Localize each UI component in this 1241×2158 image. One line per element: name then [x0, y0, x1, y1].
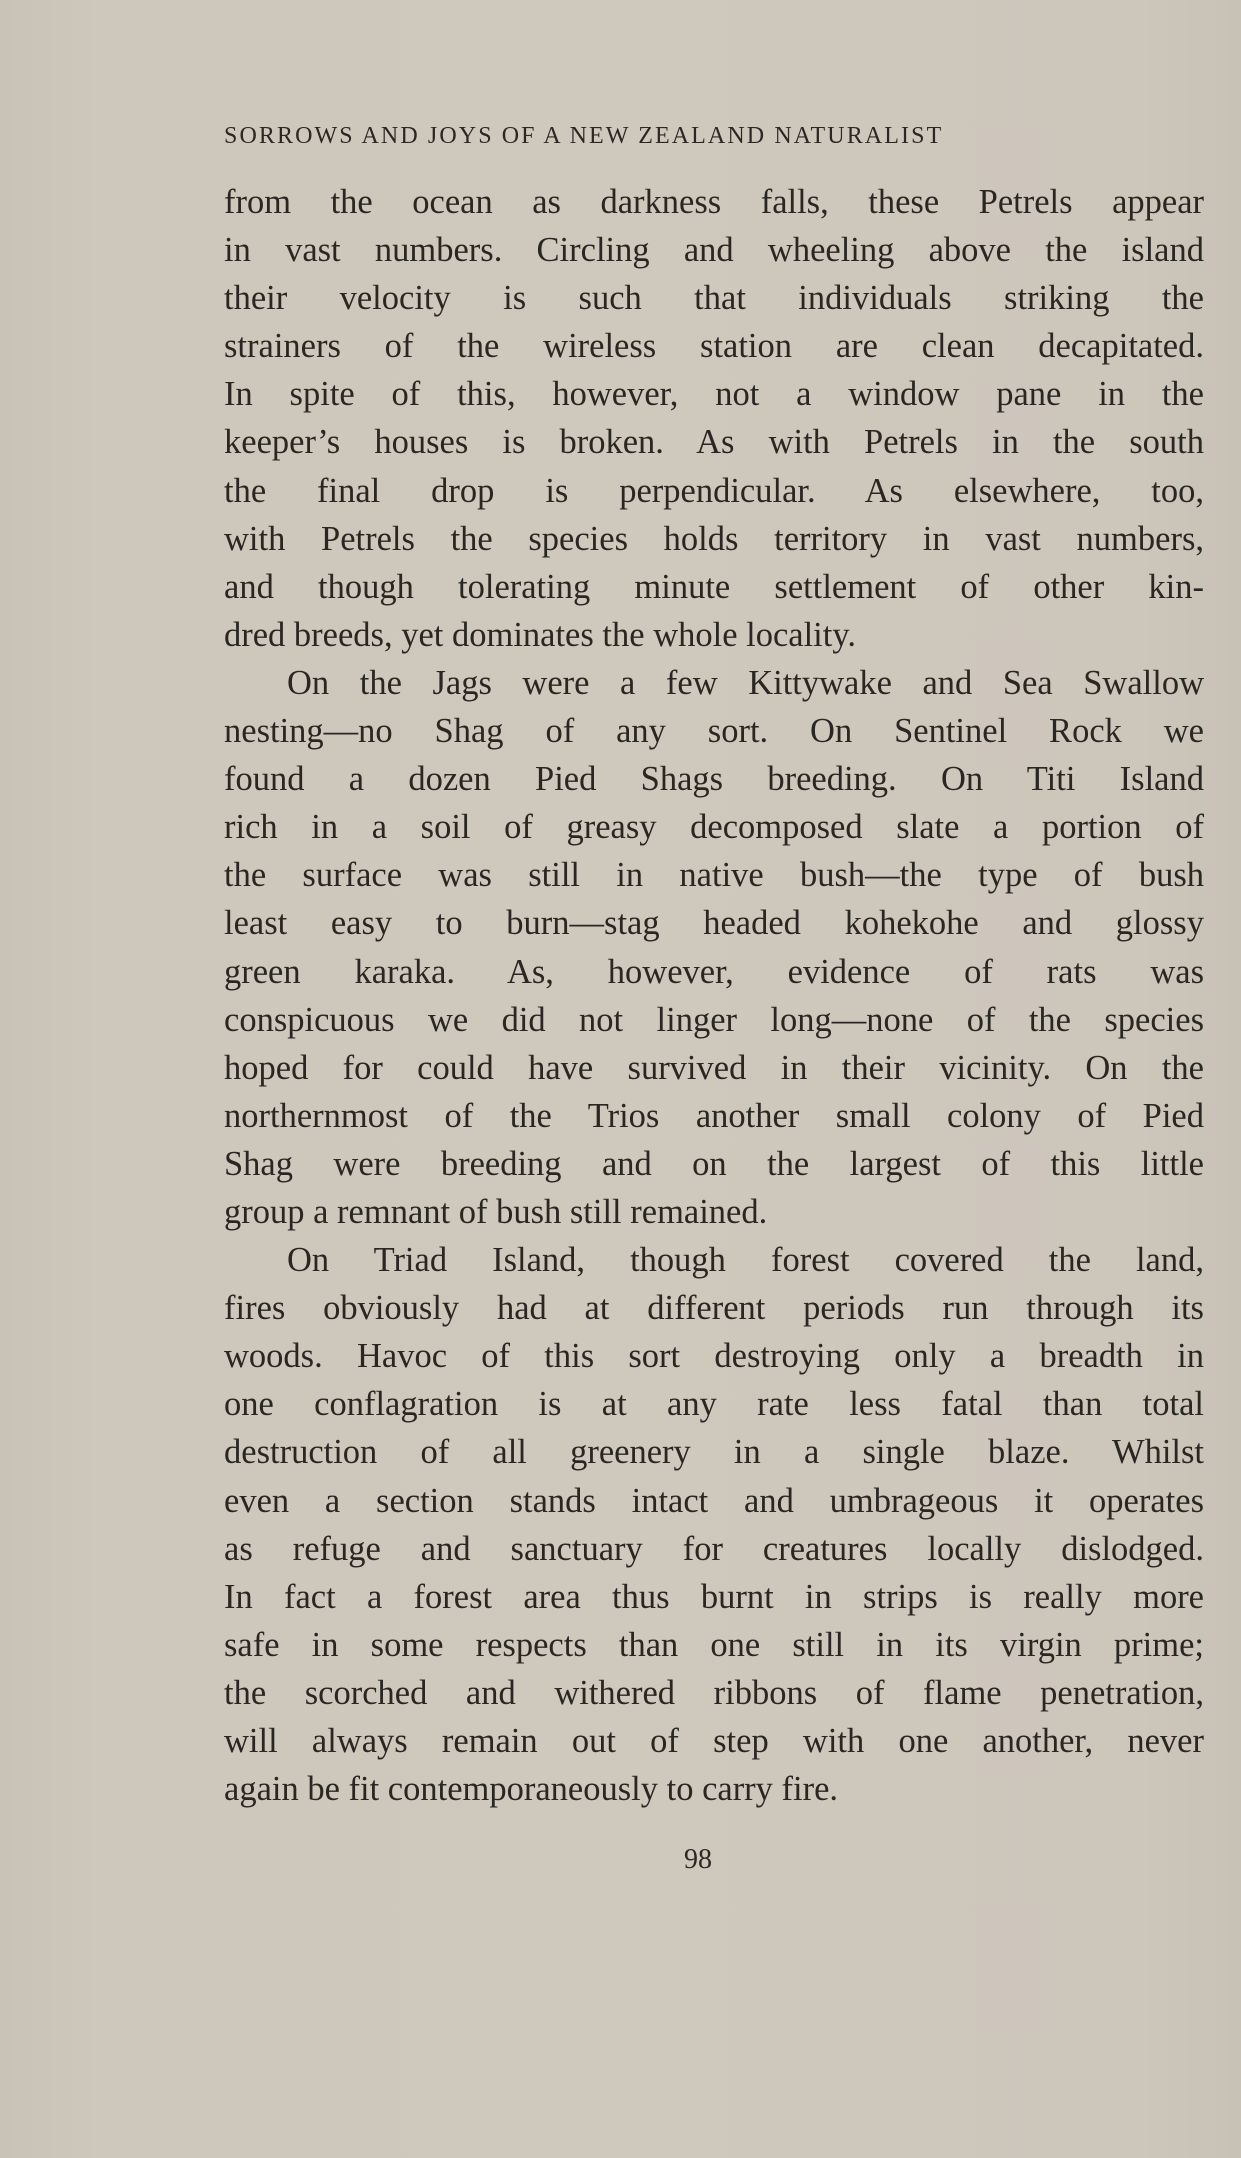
- text-line: with Petrels the species holds territory in vast numbers,: [224, 519, 1204, 558]
- text-line: even a section stands intact and umbrageous it operates: [224, 1481, 1204, 1520]
- text-line: least easy to burn—stag headed kohekohe and glossy: [224, 904, 1204, 943]
- paragraph-1: [224, 178, 1204, 659]
- text-line: In spite of this, however, not a window pane in the: [224, 375, 1204, 414]
- text-line: hoped for could have survived in their vicinity. On the: [224, 1048, 1204, 1087]
- text-line: their velocity is such that individuals striking the: [224, 279, 1204, 318]
- text-line: the scorched and withered ribbons of flame penetration,: [224, 1673, 1204, 1712]
- text-line: one conflagration is at any rate less fatal than total: [224, 1385, 1204, 1424]
- page-number: 98: [684, 1844, 712, 1875]
- text-line: dred breeds, yet dominates the whole locality.: [224, 615, 856, 654]
- text-line: from the ocean as darkness falls, these Petrels appear: [224, 183, 1204, 221]
- text-line: keeper’s houses is broken. As with Petrels in the south: [224, 423, 1204, 462]
- text-line: rich in a soil of greasy decomposed slate a portion of: [224, 808, 1204, 847]
- text-line: nesting—no Shag of any sort. On Sentinel Rock we: [224, 712, 1204, 751]
- text-line: group a remnant of bush still remained.: [224, 1192, 768, 1231]
- text-line: will always remain out of step with one another, never: [224, 1722, 1204, 1760]
- text-line: green karaka. As, however, evidence of rats was: [224, 952, 1204, 991]
- text-line: fires obviously had at different periods run through its: [224, 1289, 1204, 1328]
- text-line: Shag were breeding and on the largest of this little: [224, 1144, 1204, 1183]
- text-line: On Triad Island, though forest covered the land,: [287, 1241, 1204, 1280]
- text-line: strainers of the wireless station are clean decapitated.: [224, 327, 1204, 366]
- text-line: the final drop is perpendicular. As elsewhere, too,: [224, 471, 1204, 510]
- body-text: [224, 178, 1204, 1813]
- text-line: safe in some respects than one still in its virgin prime;: [224, 1625, 1204, 1664]
- text-line: the surface was still in native bush—the type of bush: [224, 856, 1204, 895]
- text-line: again be fit contemporaneously to carry fire.: [224, 1770, 839, 1809]
- text-line: as refuge and sanctuary for creatures locally dislodged.: [224, 1529, 1204, 1568]
- paragraph-2: [224, 659, 1204, 1236]
- text-line: northernmost of the Trios another small colony of Pied: [224, 1096, 1204, 1135]
- text-line: and though tolerating minute settlement of other kin-: [224, 567, 1204, 606]
- text-line: On the Jags were a few Kittywake and Sea Swallow: [287, 663, 1204, 702]
- text-line: conspicuous we did not linger long—none of the species: [224, 1000, 1204, 1039]
- text-line: in vast numbers. Circling and wheeling above the island: [224, 231, 1204, 270]
- text-line: In fact a forest area thus burnt in strips is really more: [224, 1577, 1204, 1616]
- text-line: destruction of all greenery in a single blaze. Whilst: [224, 1433, 1204, 1472]
- running-head: SORROWS AND JOYS OF A NEW ZEALAND NATURALIST: [224, 123, 944, 149]
- paragraph-3: [224, 1236, 1204, 1813]
- text-line: found a dozen Pied Shags breeding. On Titi Island: [224, 760, 1204, 799]
- text-line: woods. Havoc of this sort destroying only a breadth in: [224, 1337, 1204, 1376]
